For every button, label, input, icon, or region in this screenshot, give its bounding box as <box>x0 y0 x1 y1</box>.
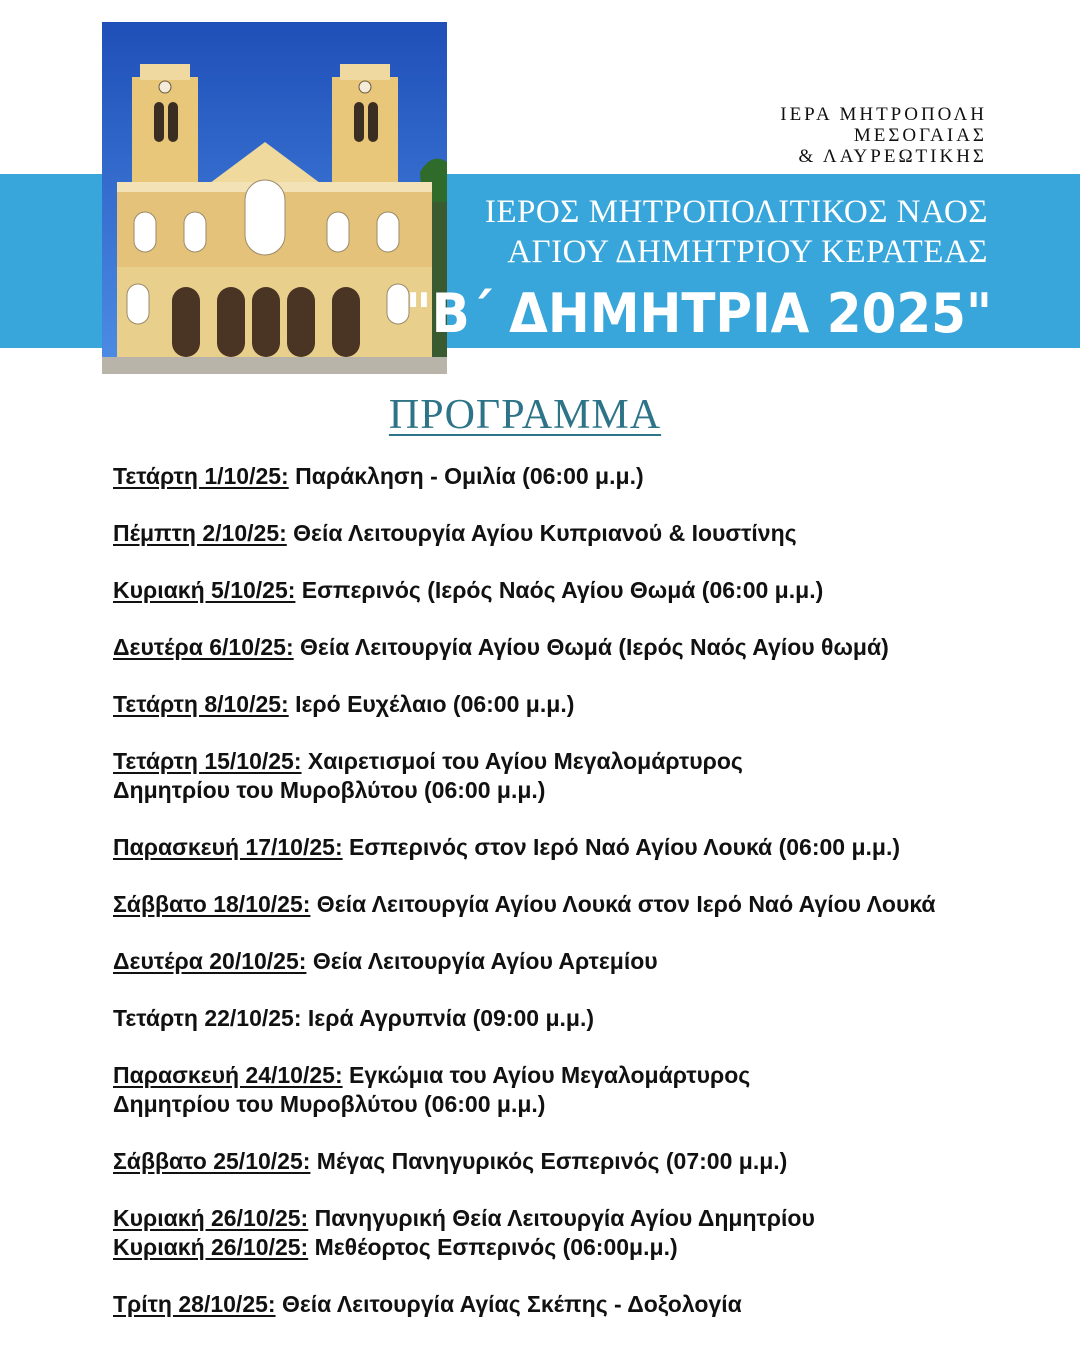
schedule-entry <box>113 633 1013 662</box>
diocese-name <box>587 104 987 167</box>
schedule-list <box>113 462 1013 1347</box>
schedule-line <box>113 947 1013 976</box>
schedule-entry <box>113 1290 1013 1319</box>
diocese-line: ΙΕΡΑ ΜΗΤΡΟΠΟΛΗ <box>780 104 987 125</box>
schedule-entry <box>113 576 1013 605</box>
schedule-description: Δημητρίου του Μυροβλύτου (06:00 μ.μ.) <box>113 777 546 803</box>
schedule-date: Πέμπτη 2/10/25: <box>113 520 287 546</box>
schedule-description: Μέγας Πανηγυρικός Εσπερινός (07:00 μ.μ.) <box>310 1148 788 1174</box>
schedule-line <box>113 747 1013 776</box>
schedule-date: Τετάρτη 8/10/25: <box>113 691 289 717</box>
schedule-description: Ιερό Ευχέλαιο (06:00 μ.μ.) <box>288 691 575 717</box>
church-name <box>428 192 988 272</box>
schedule-line <box>113 776 1013 805</box>
schedule-line <box>113 1290 1013 1319</box>
schedule-date: Τετάρτη 1/10/25: <box>113 463 289 489</box>
schedule-line <box>113 462 1013 491</box>
schedule-line <box>113 1233 1013 1262</box>
schedule-entry <box>113 747 1013 805</box>
church-name-line: ΑΓΙΟΥ ΔΗΜΗΤΡΙΟΥ ΚΕΡΑΤΕΑΣ <box>507 234 988 270</box>
schedule-line <box>113 1061 1013 1090</box>
schedule-description: Θεία Λειτουργία Αγίου Αρτεμίου <box>306 948 658 974</box>
schedule-date: Σάββατο 25/10/25: <box>113 1148 311 1174</box>
schedule-description: Δημητρίου του Μυροβλύτου (06:00 μ.μ.) <box>113 1091 546 1117</box>
schedule-entry <box>113 690 1013 719</box>
schedule-date: Κυριακή 26/10/25: <box>113 1205 309 1231</box>
schedule-entry <box>113 1061 1013 1119</box>
schedule-description: Θεία Λειτουργία Αγίου Λουκά στον Ιερό Ναό Αγίου Λουκά <box>310 891 936 917</box>
schedule-description: Μεθέορτος Εσπερινός (06:00μ.μ.) <box>308 1234 678 1260</box>
program-heading-text: ΠΡΟΓΡΑΜΜΑ <box>388 392 662 438</box>
program-heading <box>0 390 1050 440</box>
schedule-description: Εσπερινός στον Ιερό Ναό Αγίου Λουκά (06:00 μ.μ.) <box>342 834 901 860</box>
schedule-date: Δευτέρα 20/10/25: <box>113 948 307 974</box>
diocese-line: ΜΕΣΟΓΑΙΑΣ <box>853 125 987 146</box>
schedule-line <box>113 833 1013 862</box>
schedule-line <box>113 1004 1013 1033</box>
schedule-date: Τρίτη 28/10/25: <box>113 1291 276 1317</box>
schedule-line <box>113 690 1013 719</box>
schedule-entry <box>113 833 1013 862</box>
schedule-line <box>113 890 1013 919</box>
schedule-entry <box>113 1004 1013 1033</box>
schedule-line <box>113 633 1013 662</box>
schedule-description: Θεία Λειτουργία Αγίου Κυπριανού & Ιουστίνης <box>286 520 797 546</box>
schedule-date: Παρασκευή 24/10/25: <box>113 1062 343 1088</box>
event-title: "Β΄ ΔΗΜΗΤΡΙΑ 2025" <box>405 282 992 345</box>
schedule-description: Παράκληση - Ομιλία (06:00 μ.μ.) <box>288 463 644 489</box>
schedule-line <box>113 519 1013 548</box>
schedule-line <box>113 1147 1013 1176</box>
schedule-line <box>113 1204 1013 1233</box>
schedule-date: Κυριακή 5/10/25: <box>113 577 296 603</box>
schedule-entry <box>113 947 1013 976</box>
schedule-line <box>113 1090 1013 1119</box>
schedule-date: Τετάρτη 22/10/25: <box>113 1005 302 1031</box>
schedule-date: Δευτέρα 6/10/25: <box>113 634 294 660</box>
schedule-description: Θεία Λειτουργία Αγίας Σκέπης - Δοξολογία <box>275 1291 742 1317</box>
schedule-date: Τετάρτη 15/10/25: <box>113 748 302 774</box>
church-name-line: ΙΕΡΟΣ ΜΗΤΡΟΠΟΛΙΤΙΚΟΣ ΝΑΟΣ <box>484 194 988 230</box>
schedule-description: Εγκώμια του Αγίου Μεγαλομάρτυρος <box>342 1062 751 1088</box>
schedule-description: Ιερά Αγρυπνία (09:00 μ.μ.) <box>301 1005 595 1031</box>
schedule-entry <box>113 519 1013 548</box>
diocese-line: & ΛΑΥΡΕΩΤΙΚΗΣ <box>798 146 987 167</box>
schedule-date: Παρασκευή 17/10/25: <box>113 834 343 860</box>
schedule-entry <box>113 1204 1013 1262</box>
schedule-entry <box>113 462 1013 491</box>
schedule-date: Σάββατο 18/10/25: <box>113 891 311 917</box>
schedule-description: Εσπερινός (Ιερός Ναός Αγίου Θωμά (06:00 μ.μ.) <box>295 577 824 603</box>
schedule-description: Θεία Λειτουργία Αγίου Θωμά (Ιερός Ναός Αγίου θωμά) <box>293 634 889 660</box>
schedule-date: Κυριακή 26/10/25: <box>113 1234 309 1260</box>
schedule-line <box>113 576 1013 605</box>
schedule-description: Χαιρετισμοί του Αγίου Μεγαλομάρτυρος <box>301 748 743 774</box>
schedule-description: Πανηγυρική Θεία Λειτουργία Αγίου Δημητρίου <box>308 1205 815 1231</box>
schedule-entry <box>113 1147 1013 1176</box>
schedule-entry <box>113 890 1013 919</box>
